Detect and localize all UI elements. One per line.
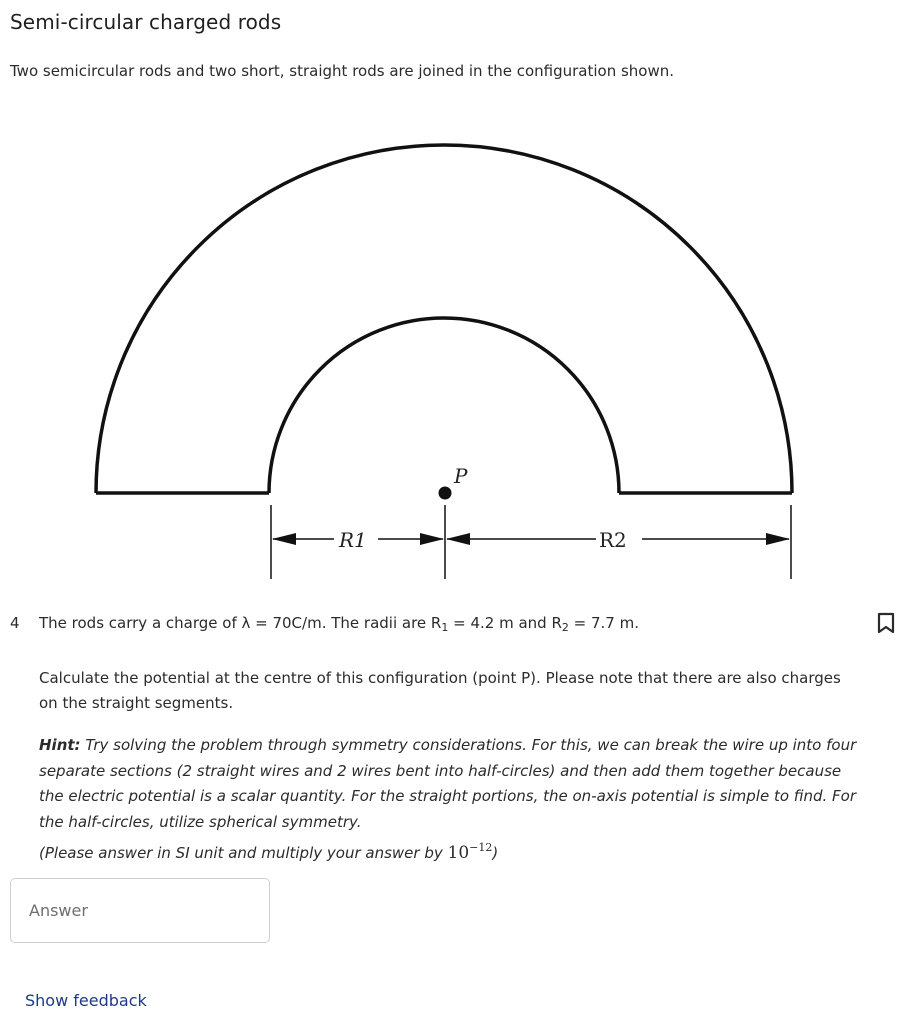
question-statement [39, 614, 639, 634]
label-r2: R2 [599, 528, 627, 552]
multiplier-math [448, 843, 493, 863]
flag-question-button[interactable] [877, 612, 895, 634]
page-title: Semi-circular charged rods [10, 10, 282, 34]
statement-part: The rods carry a charge of λ = 70C/m. The radii are R [39, 614, 442, 632]
intro-text: Two semicircular rods and two short, straight rods are joined in the configuration shown. [10, 62, 675, 80]
statement-part: = 7.7 m. [568, 614, 639, 632]
r2-arrow-right [766, 533, 790, 545]
hint-block [39, 733, 869, 867]
hint-label: Hint: [39, 736, 81, 754]
r2-subscript: 2 [561, 621, 569, 634]
rods-figure [88, 105, 828, 585]
point-p [439, 487, 452, 500]
multiplier-exponent: −12 [469, 841, 493, 854]
label-r1: R1 [339, 528, 367, 552]
multiplier-base: 10 [447, 843, 470, 863]
question-paragraph: Calculate the potential at the centre of this configuration (point P). Please note that there are also charges on the straight segments. [39, 669, 841, 712]
question-number: 4 [10, 614, 20, 632]
show-feedback-link[interactable]: Show feedback [25, 991, 147, 1010]
label-p: P [454, 464, 468, 488]
r1-arrow-left [272, 533, 296, 545]
r2-arrow-left [446, 533, 470, 545]
note-suffix: ) [492, 844, 499, 862]
statement-part: = 4.2 m and R [448, 614, 562, 632]
r1-subscript: 1 [441, 621, 449, 634]
bookmark-flag-icon [877, 612, 895, 634]
r1-arrow-right [420, 533, 444, 545]
answer-input[interactable] [10, 878, 270, 943]
inner-semicircle [269, 318, 619, 493]
rods-diagram [88, 105, 828, 585]
note-prefix: (Please answer in SI unit and multiply your answer by [39, 844, 448, 862]
hint-text: Try solving the problem through symmetry considerations. For this, we can break the wire up into four separate sections (2 straight wires and 2 wires bent into half-circles) and then add them together because the electric potential is a scalar quantity. For the straight portions, the on-axis potential is simple to find. For the half-circles, utilize spherical symmetry. [39, 736, 857, 831]
